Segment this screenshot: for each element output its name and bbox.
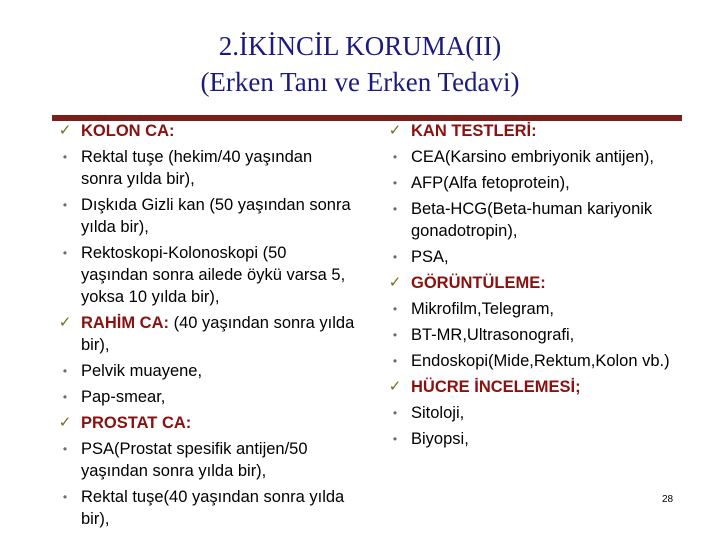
section-heading — [81, 122, 175, 140]
list-item — [55, 194, 355, 238]
bullet-icon: • — [392, 302, 398, 316]
list-item — [55, 146, 355, 190]
list-item-text: Rektal tuşe (hekim/40 yaşından sonra yılda bir), — [81, 148, 313, 188]
list-item — [55, 438, 355, 482]
section-heading — [411, 122, 537, 140]
section-heading — [411, 274, 546, 292]
list-item — [385, 402, 705, 424]
list-item-text: Dışkıda Gizli kan (50 yaşından sonra yılda bir), — [81, 196, 351, 236]
list-item — [385, 198, 705, 242]
slide-title-line-2: (Erken Tanı ve Erken Tedavi) — [200, 67, 520, 97]
list-item-text: Beta-HCG(Beta-human kariyonik gonadotropin), — [411, 200, 653, 240]
check-icon: ✓ — [58, 122, 72, 139]
section-heading-label: KOLON CA: — [81, 122, 175, 140]
bullet-icon: • — [62, 364, 68, 378]
list-item — [385, 120, 705, 142]
list-item — [55, 486, 355, 530]
bullet-icon: • — [62, 198, 68, 212]
page-number: 28 — [662, 494, 674, 505]
section-heading-label: RAHİM CA: — [81, 314, 169, 332]
slide-title-line-1: 2.İKİNCİL KORUMA(II) — [218, 31, 502, 61]
bullet-icon: • — [392, 354, 398, 368]
bullet-icon: • — [392, 250, 398, 264]
list-item — [385, 324, 705, 346]
section-heading-label: KAN TESTLERİ: — [411, 122, 537, 140]
list-item — [385, 146, 705, 168]
check-icon: ✓ — [388, 274, 402, 291]
bullet-icon: • — [392, 406, 398, 420]
list-item — [55, 120, 355, 142]
list-item-text: Sitoloji, — [411, 404, 465, 422]
list-item-text: Rektal tuşe(40 yaşından sonra yılda bir), — [81, 488, 345, 528]
list-item — [385, 350, 705, 372]
bullet-icon: • — [392, 176, 398, 190]
list-item — [385, 246, 705, 268]
bullet-icon: • — [62, 390, 68, 404]
section-heading — [81, 414, 191, 432]
bullet-icon: • — [392, 202, 398, 216]
list-item-text: AFP(Alfa fetoprotein), — [411, 174, 570, 192]
section-heading-label: GÖRÜNTÜLEME: — [411, 274, 546, 292]
list-item — [55, 386, 355, 408]
slide-title — [0, 28, 720, 100]
left-column — [55, 120, 355, 534]
list-item-text: Pap-smear, — [81, 388, 166, 406]
list-item-text: Rektoskopi-Kolonoskopi (50 yaşından sonra ailede öykü varsa 5, yoksa 10 yılda bir), — [81, 244, 346, 306]
list-item — [385, 272, 705, 294]
check-icon: ✓ — [58, 314, 72, 331]
list-item-text: PSA, — [411, 248, 449, 266]
list-item-text: Pelvik muayene, — [81, 362, 203, 380]
list-item — [55, 242, 355, 308]
list-item — [385, 172, 705, 194]
bullet-icon: • — [62, 490, 68, 504]
list-item-text: BT-MR,Ultrasonografi, — [411, 326, 575, 344]
bullet-icon: • — [62, 442, 68, 456]
list-item-text: Mikrofilm,Telegram, — [411, 300, 555, 318]
section-heading-label: PROSTAT CA: — [81, 414, 192, 432]
list-item — [55, 360, 355, 382]
section-heading-label: HÜCRE İNCELEMESİ; — [411, 378, 581, 396]
list-item — [385, 298, 705, 320]
right-column — [385, 120, 705, 454]
list-item — [385, 428, 705, 450]
list-item-text: Endoskopi(Mide,Rektum,Kolon vb.) — [411, 352, 670, 370]
list-item — [55, 412, 355, 434]
check-icon: ✓ — [58, 414, 72, 431]
section-heading-note: (40 yaşından sonra yılda bir), — [81, 314, 355, 354]
list-item — [385, 376, 705, 398]
check-icon: ✓ — [388, 378, 402, 395]
bullet-icon: • — [62, 246, 68, 260]
bullet-icon: • — [392, 432, 398, 446]
list-item-text: PSA(Prostat spesifik antijen/50 yaşından sonra yılda bir), — [81, 440, 308, 480]
bullet-icon: • — [392, 328, 398, 342]
list-item-text: Biyopsi, — [411, 430, 469, 448]
bullet-icon: • — [62, 150, 68, 164]
list-item-text: CEA(Karsino embriyonik antijen), — [411, 148, 655, 166]
check-icon: ✓ — [388, 122, 402, 139]
section-heading — [411, 378, 581, 396]
list-item — [55, 312, 355, 356]
bullet-icon: • — [392, 150, 398, 164]
section-heading — [81, 314, 354, 354]
